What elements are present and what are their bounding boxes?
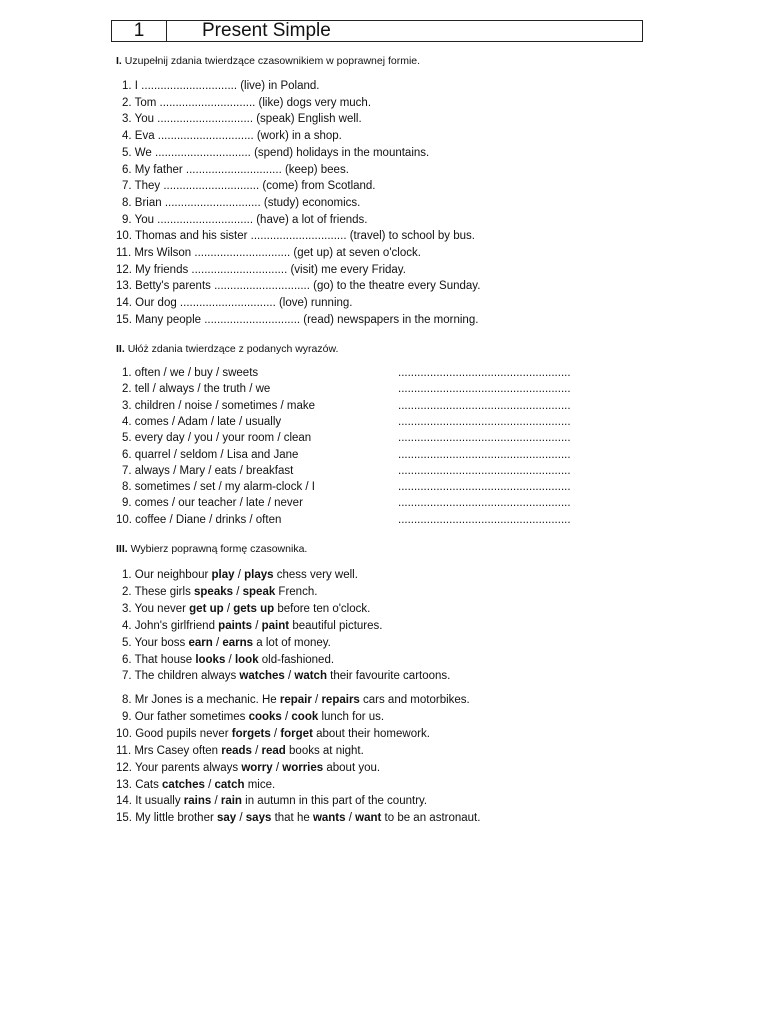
option-b: catch	[214, 778, 245, 791]
exercise-1-item: 7. They .............................. (come) from Scotland.	[122, 180, 376, 193]
option-b: repairs	[321, 694, 360, 706]
separator: /	[281, 710, 292, 723]
answer-line: ......................................................	[398, 481, 571, 494]
exercise-1-item: 8. Brian .............................. (study) economics.	[122, 196, 361, 209]
exercise-1-item: 2. Tom .............................. (like) dogs very much.	[122, 96, 372, 109]
exercise-2-item: 10. coffee / Diane / drinks / often	[116, 513, 282, 526]
answer-line: ......................................................	[398, 448, 571, 461]
item-text: Our father sometimes	[134, 710, 249, 723]
option-a: forgets	[231, 727, 271, 740]
option-a: cooks	[248, 710, 282, 723]
item-text: to be an astronaut.	[381, 812, 481, 825]
section-3-roman: III.	[116, 543, 128, 555]
exercise-3-item	[116, 811, 480, 825]
option-b: read	[261, 744, 286, 757]
section-2-roman: II.	[116, 343, 125, 355]
separator: /	[270, 727, 281, 740]
item-number: 6.	[122, 653, 135, 666]
option-b: says	[245, 812, 272, 825]
exercise-3-item	[122, 653, 334, 667]
exercise-3-item	[122, 710, 384, 724]
item-text: It usually	[135, 795, 184, 808]
option-b: earns	[222, 636, 254, 649]
section-2-instruction: Ułóż zdania twierdzące z podanych wyrazów.	[127, 343, 339, 355]
item-text: about you.	[323, 761, 381, 774]
option-a: play	[211, 569, 235, 581]
item-number: 13.	[116, 778, 136, 791]
item-text: These girls	[134, 585, 195, 598]
separator: /	[223, 602, 234, 615]
exercise-3-item	[122, 693, 470, 707]
option-a: rains	[183, 795, 212, 808]
answer-line: ......................................................	[398, 497, 571, 510]
exercise-2-item: 8. sometimes / set / my alarm-clock / I	[122, 481, 315, 494]
exercise-3-item	[122, 602, 370, 616]
exercise-1-item: 1. I .............................. (live) in Poland.	[122, 80, 320, 92]
exercise-2-item: 3. children / noise / sometimes / make	[122, 399, 316, 412]
item-text: Mr Jones is a mechanic. He	[134, 694, 280, 706]
separator: /	[251, 744, 262, 757]
item-text: that he	[271, 812, 310, 825]
item-text: That house	[134, 653, 196, 666]
option-b: watch	[294, 670, 327, 683]
item-number: 14.	[116, 795, 136, 808]
option-a: say	[217, 812, 237, 825]
option-a: wants	[309, 812, 346, 825]
item-text: You never	[134, 602, 190, 615]
option-b: paint	[261, 619, 290, 632]
item-text: The children always	[134, 670, 240, 683]
separator: /	[311, 694, 322, 706]
exercise-2-item: 7. always / Mary / eats / breakfast	[122, 464, 294, 477]
option-a: watches	[239, 670, 285, 683]
item-text: books at night.	[285, 744, 364, 757]
exercise-3-item	[116, 744, 364, 758]
item-text: in autumn in this part of the country.	[241, 795, 428, 808]
exercise-1-item: 11. Mrs Wilson .............................. (get up) at seven o'clock.	[116, 247, 421, 259]
separator: /	[252, 619, 262, 632]
item-text: John's girlfriend	[134, 619, 219, 632]
item-text: before ten o'clock.	[274, 602, 371, 615]
item-text: chess very well.	[273, 569, 358, 581]
exercise-3-item	[122, 636, 331, 650]
exercise-3-item	[116, 778, 275, 792]
option-a: repair	[279, 694, 312, 706]
option-b: plays	[244, 569, 274, 581]
exercise-1-item: 6. My father .............................. (keep) bees.	[122, 163, 349, 176]
page-title: Present Simple	[202, 20, 331, 41]
item-number: 2.	[122, 585, 135, 598]
item-text: Mrs Casey often	[134, 744, 222, 757]
separator: /	[233, 585, 243, 598]
separator: /	[211, 795, 221, 808]
answer-line: ......................................................	[398, 464, 571, 477]
item-number: 9.	[122, 710, 135, 723]
separator: /	[204, 778, 215, 791]
option-a: speaks	[194, 585, 234, 598]
exercise-1-item: 13. Betty's parents .............................. (go) to the theatre every Sunday.	[116, 280, 481, 293]
option-b: want	[355, 812, 382, 825]
section-3-heading	[116, 543, 307, 555]
section-1-heading	[116, 55, 420, 67]
exercise-1-item: 5. We .............................. (spend) holidays in the mountains.	[122, 146, 430, 159]
exercise-3-item	[122, 619, 382, 633]
item-text: cars and motorbikes.	[359, 694, 470, 706]
exercise-2-item: 6. quarrel / seldom / Lisa and Jane	[122, 448, 299, 461]
exercise-3-item	[116, 727, 430, 741]
option-a: reads	[221, 744, 252, 757]
answer-line: ......................................................	[398, 415, 571, 428]
option-b: gets up	[233, 602, 275, 615]
item-number: 4.	[122, 619, 135, 632]
exercise-3-item	[122, 585, 317, 599]
exercise-1-item: 9. You .............................. (have) a lot of friends.	[122, 213, 368, 226]
option-a: looks	[195, 653, 226, 666]
section-2-heading	[116, 343, 338, 355]
item-number: 1.	[122, 569, 135, 581]
option-a: get up	[189, 602, 224, 615]
option-b: forget	[280, 727, 313, 740]
item-number: 10.	[116, 727, 136, 740]
answer-line: ......................................................	[398, 513, 571, 526]
section-1-roman: I.	[116, 55, 122, 67]
item-text: old-fashioned.	[258, 653, 335, 666]
exercise-1-item: 14. Our dog .............................. (love) running.	[116, 297, 353, 310]
item-number: 15.	[116, 812, 136, 825]
item-text: Cats	[135, 778, 163, 791]
answer-line: ......................................................	[398, 432, 571, 445]
item-text: lunch for us.	[318, 710, 385, 723]
item-text: My little brother	[135, 812, 217, 825]
exercise-2-item: 2. tell / always / the truth / we	[122, 383, 271, 396]
exercise-1-item: 10. Thomas and his sister .............................. (travel) to school by bus.	[116, 230, 475, 243]
exercise-3-item	[116, 794, 427, 808]
answer-line: ......................................................	[398, 399, 571, 412]
option-a: catches	[162, 778, 205, 791]
item-text: French.	[275, 585, 318, 598]
item-text: their favourite cartoons.	[326, 670, 451, 683]
exercise-3-item	[122, 568, 358, 582]
option-a: earn	[188, 636, 213, 649]
exercise-1-item: 3. You .............................. (speak) English well.	[122, 113, 362, 126]
exercise-1-item: 4. Eva .............................. (work) in a shop.	[122, 130, 342, 143]
item-number: 3.	[122, 602, 135, 615]
option-b: rain	[220, 795, 242, 808]
separator: /	[234, 569, 245, 581]
answer-line: ......................................................	[398, 383, 571, 396]
item-text: Your parents always	[134, 761, 242, 774]
exercise-2-item: 1. often / we / buy / sweets	[122, 367, 259, 379]
option-b: worries	[282, 761, 324, 774]
exercise-3-item	[116, 761, 380, 775]
item-number: 12.	[116, 761, 135, 774]
exercise-number: 1	[112, 21, 167, 41]
item-text: beautiful pictures.	[289, 619, 383, 632]
option-a: worry	[241, 761, 273, 774]
item-number: 5.	[122, 636, 135, 649]
answer-line: ......................................................	[398, 367, 571, 379]
separator: /	[225, 653, 235, 666]
option-b: speak	[242, 585, 276, 598]
item-number: 8.	[122, 694, 135, 706]
separator: /	[212, 636, 223, 649]
item-text: about their homework.	[312, 727, 430, 740]
title-box	[111, 20, 643, 42]
separator: /	[284, 670, 295, 683]
separator: /	[236, 812, 246, 825]
option-b: look	[234, 653, 259, 666]
section-3-instruction: Wybierz poprawną formę czasownika.	[130, 543, 308, 555]
exercise-1-item: 12. My friends .............................. (visit) me every Friday.	[116, 263, 406, 276]
exercise-2-item: 4. comes / Adam / late / usually	[122, 415, 282, 428]
item-text: Good pupils never	[135, 727, 232, 740]
exercise-3-item	[122, 669, 450, 683]
item-text: Our neighbour	[134, 569, 212, 581]
separator: /	[272, 761, 283, 774]
item-text: a lot of money.	[253, 636, 331, 649]
section-1-instruction: Uzupełnij zdania twierdzące czasownikiem w poprawnej formie.	[124, 55, 421, 67]
item-number: 7.	[122, 670, 135, 683]
option-b: cook	[291, 710, 319, 723]
option-a: paints	[218, 619, 253, 632]
exercise-2-item: 5. every day / you / your room / clean	[122, 432, 312, 445]
item-text: mice.	[244, 778, 276, 791]
item-text: Your boss	[134, 636, 189, 649]
item-number: 11.	[116, 744, 135, 757]
exercise-1-item: 15. Many people .............................. (read) newspapers in the morning.	[116, 313, 479, 326]
exercise-2-item: 9. comes / our teacher / late / never	[122, 497, 303, 510]
separator: /	[345, 812, 356, 825]
